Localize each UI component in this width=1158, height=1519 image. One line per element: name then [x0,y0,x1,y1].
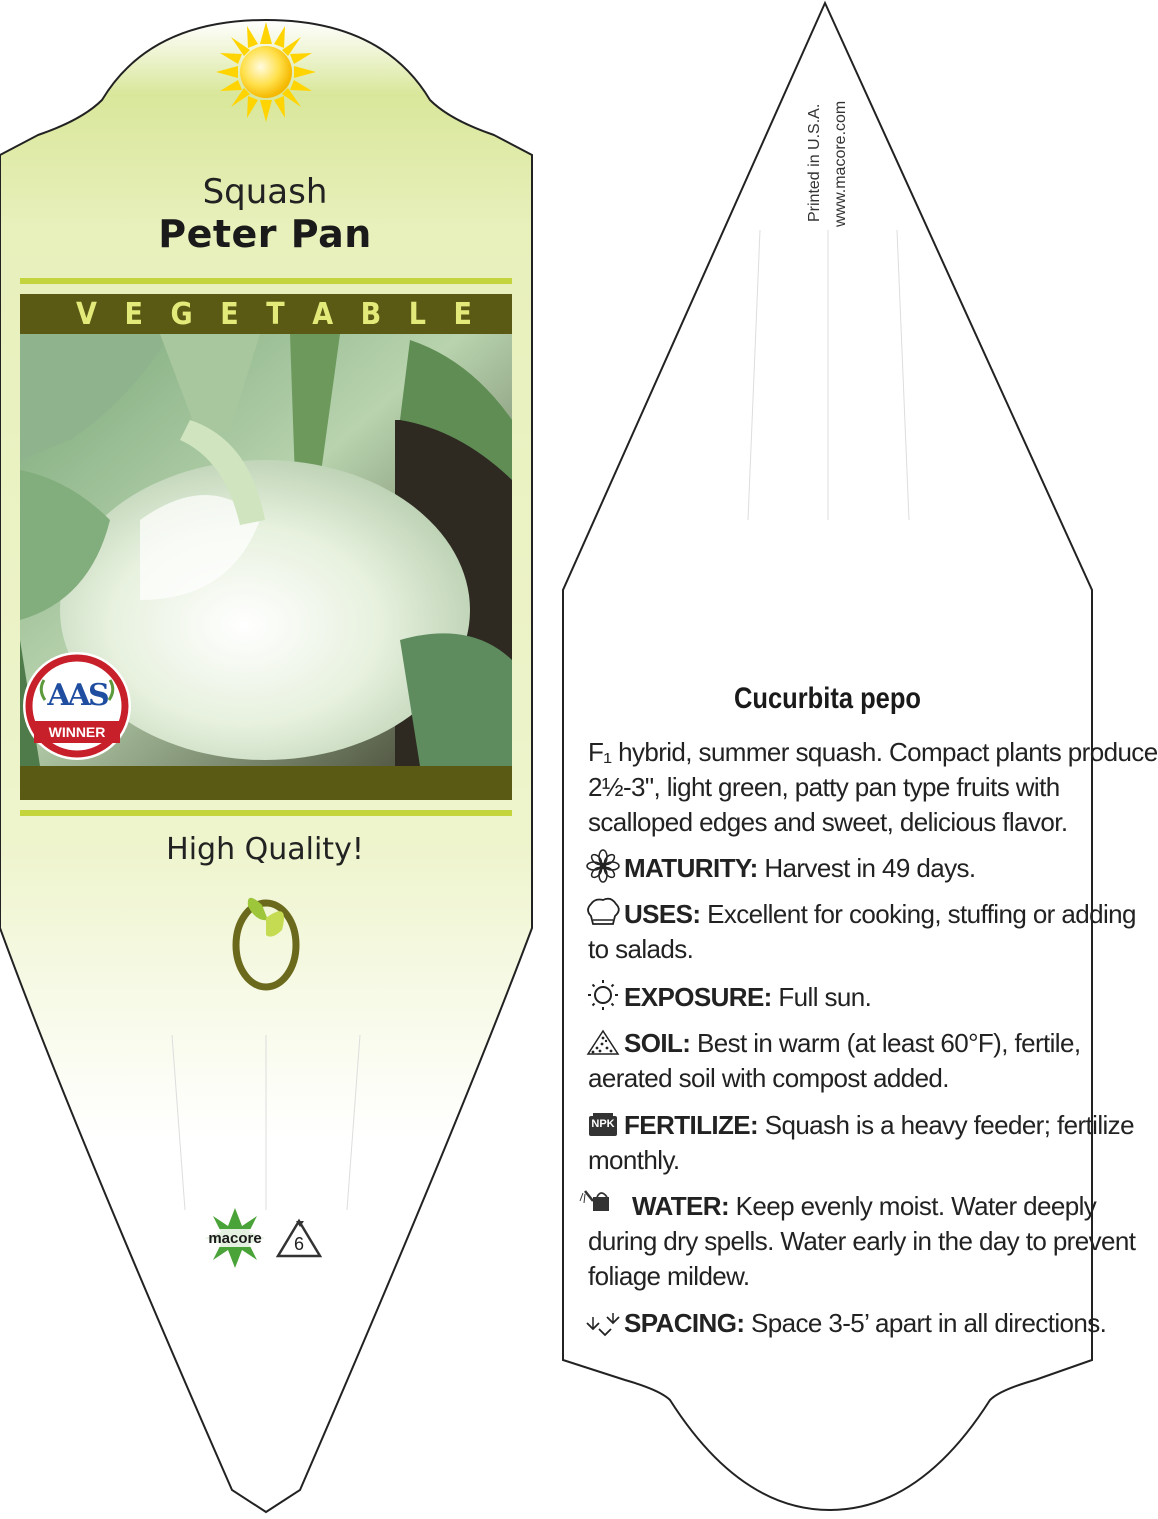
soil-label: SOIL: [624,1028,691,1058]
water-text: foliage mildew. [588,1261,750,1291]
maturity-section [588,851,1088,886]
category-letter: G [170,296,193,332]
plant-genus: Squash [202,172,328,212]
npk-icon-label: NPK [591,1118,615,1130]
exposure-text: Full sun. [771,982,872,1012]
spacing-label: SPACING: [624,1308,745,1338]
soil-text: aerated soil with compost added. [588,1063,949,1093]
tagline: High Quality! [166,832,364,867]
water-text: Keep evenly moist. Water deeply [729,1191,1097,1221]
category-letter: V [76,296,97,332]
brand-name: macore [208,1230,262,1247]
maturity-label: MATURITY: [624,853,758,883]
category-bar [20,294,512,334]
description [588,735,1158,840]
uses-text: Excellent for cooking, stuffing or adding [700,899,1136,929]
uses-section [588,897,1136,967]
aas-badge-top-text: AAS [47,678,107,713]
water-section [588,1189,1136,1294]
exposure-label: EXPOSURE: [624,982,772,1012]
website-label: www.macore.com [832,100,849,227]
fertilize-text: Squash is a heavy feeder; fertilize [758,1110,1134,1140]
recycle-code: 6 [293,1234,304,1254]
aas-badge-bottom-text: WINNER [48,724,106,740]
category-letter: A [312,296,334,332]
spacing-section [588,1306,1107,1341]
uses-text: to salads. [588,934,694,964]
description-line: F₁ hybrid, summer squash. Compact plants produce [588,737,1158,767]
uses-label: USES: [624,899,701,929]
printed-in-label: Printed in U.S.A. [806,103,823,222]
soil-text: Best in warm (at least 60°F), fertile, [690,1028,1081,1058]
category-letter: E [220,296,239,332]
scientific-name: Cucurbita pepo [733,682,921,715]
category-letter: T [266,296,285,332]
maturity-text: Harvest in 49 days. [757,853,976,883]
category-letter: L [408,296,426,332]
fertilize-text: monthly. [588,1145,680,1175]
fertilize-label: FERTILIZE: [624,1110,759,1140]
category-letter: E [124,296,143,332]
soil-section [588,1026,1088,1096]
category-letter: B [360,296,382,332]
category-letter: E [453,296,472,332]
sun-icon [216,22,316,122]
exposure-section [588,980,1088,1015]
spacing-text: Space 3-5’ apart in all directions. [744,1308,1107,1338]
description-line: scalloped edges and sweet, delicious flavor. [588,807,1068,837]
water-label: WATER: [632,1191,730,1221]
plant-variety: Peter Pan [158,212,372,256]
water-text: during dry spells. Water early in the day to prevent [588,1226,1136,1256]
fertilize-section [588,1108,1134,1178]
description-line: 2½-3", light green, patty pan type fruits with [588,772,1060,802]
